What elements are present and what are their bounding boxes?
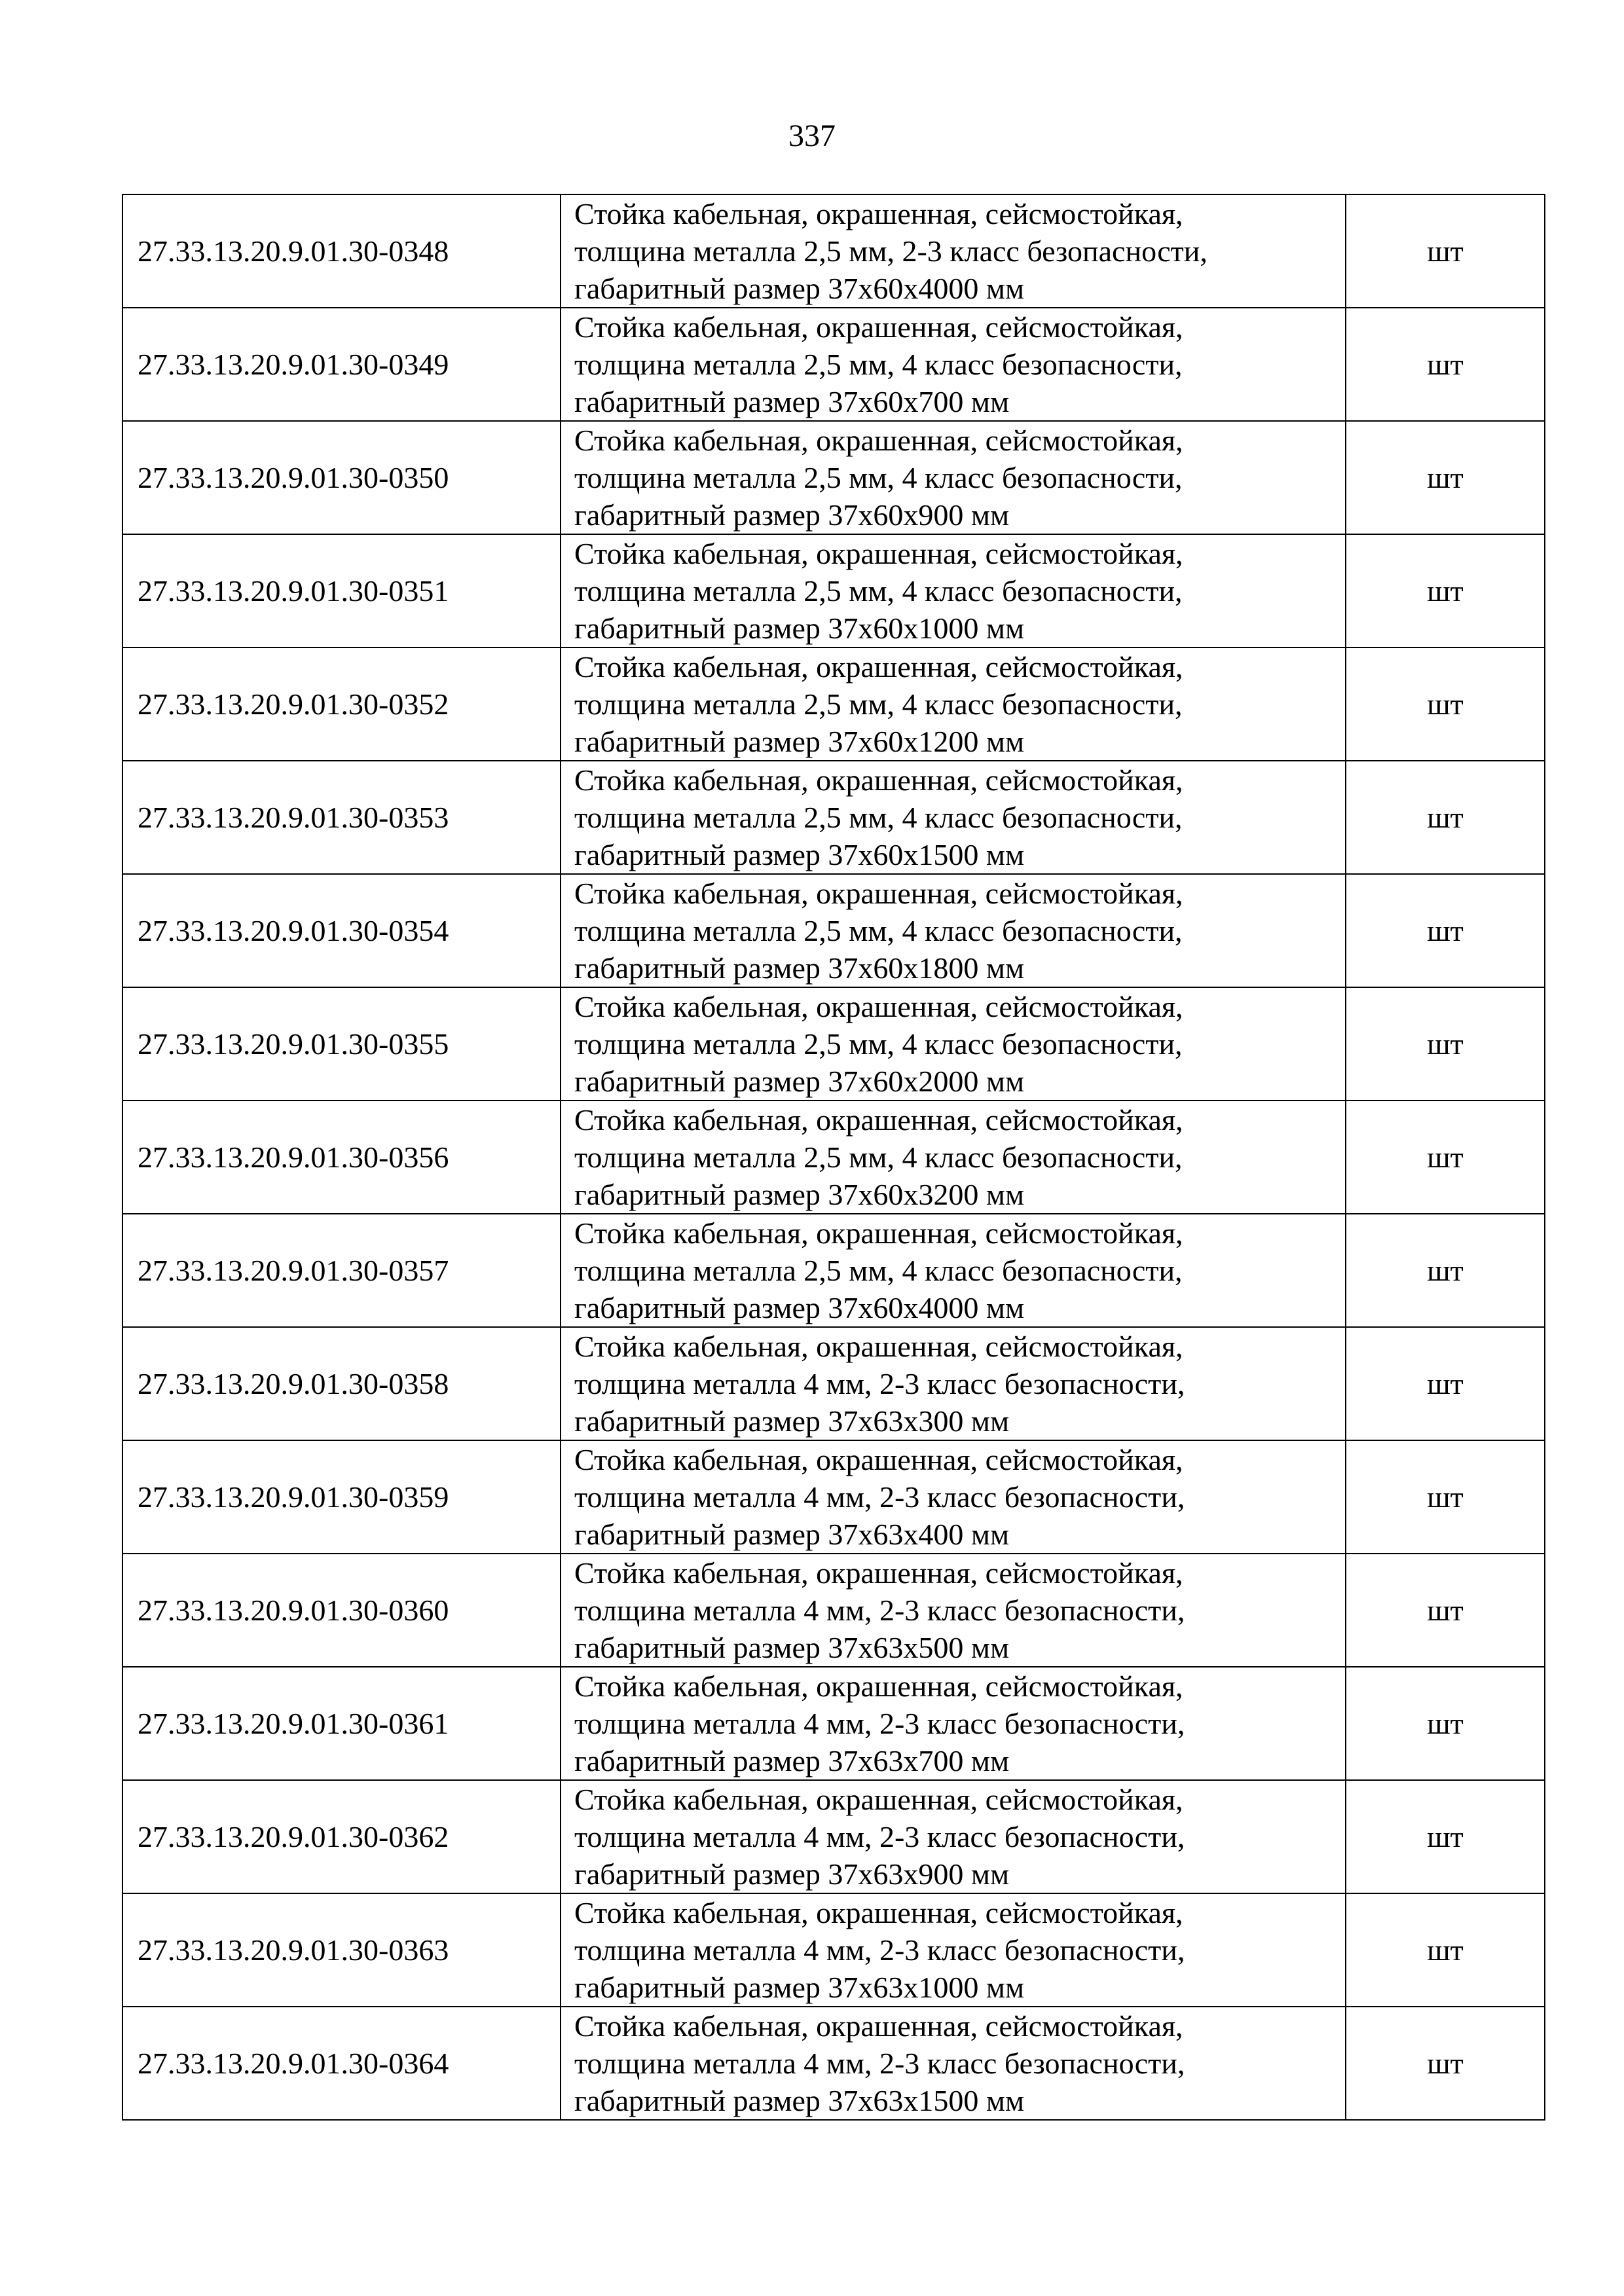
description-line: габаритный размер 37х60х1500 мм (574, 838, 1025, 871)
item-unit: шт (1346, 1780, 1545, 1893)
description-line: толщина металла 4 мм, 2-3 класс безопасности, (574, 1480, 1185, 1514)
item-description (561, 1780, 1346, 1893)
description-line: Стойка кабельная, окрашенная, сейсмостойкая, (574, 877, 1183, 910)
description-line: Стойка кабельная, окрашенная, сейсмостойкая, (574, 990, 1183, 1023)
description-line: габаритный размер 37х60х2000 мм (574, 1065, 1025, 1098)
item-code: 27.33.13.20.9.01.30-0352 (122, 647, 561, 761)
description-line: толщина металла 2,5 мм, 4 класс безопасности, (574, 574, 1183, 608)
item-description (561, 647, 1346, 761)
description-line: толщина металла 2,5 мм, 4 класс безопасности, (574, 1254, 1183, 1287)
item-description (561, 1214, 1346, 1327)
item-code: 27.33.13.20.9.01.30-0353 (122, 761, 561, 874)
item-unit: шт (1346, 987, 1545, 1101)
item-unit: шт (1346, 761, 1545, 874)
item-description (561, 1893, 1346, 2007)
description-line: толщина металла 2,5 мм, 4 класс безопасности, (574, 801, 1183, 834)
description-line: Стойка кабельная, окрашенная, сейсмостойкая, (574, 424, 1183, 457)
item-description (561, 987, 1346, 1101)
item-unit: шт (1346, 1214, 1545, 1327)
item-description (561, 1327, 1346, 1440)
item-code: 27.33.13.20.9.01.30-0354 (122, 874, 561, 987)
item-unit: шт (1346, 1667, 1545, 1780)
description-line: габаритный размер 37х60х1000 мм (574, 611, 1025, 645)
table-row (122, 1780, 1545, 1893)
item-unit: шт (1346, 1440, 1545, 1554)
item-unit: шт (1346, 1327, 1545, 1440)
table-row (122, 1327, 1545, 1440)
item-code: 27.33.13.20.9.01.30-0351 (122, 534, 561, 647)
description-line: Стойка кабельная, окрашенная, сейсмостойкая, (574, 197, 1183, 230)
table-row (122, 874, 1545, 987)
description-line: толщина металла 2,5 мм, 4 класс безопасности, (574, 687, 1183, 721)
table-row (122, 1667, 1545, 1780)
description-line: габаритный размер 37х60х1800 мм (574, 951, 1025, 985)
description-line: габаритный размер 37х60х4000 мм (574, 1291, 1025, 1324)
description-line: габаритный размер 37х60х1200 мм (574, 725, 1025, 758)
table-row (122, 1893, 1545, 2007)
page-number: 337 (788, 118, 836, 153)
item-description (561, 1101, 1346, 1214)
item-description (561, 1440, 1346, 1554)
item-unit: шт (1346, 1893, 1545, 2007)
table-row (122, 308, 1545, 421)
item-description (561, 761, 1346, 874)
description-line: Стойка кабельная, окрашенная, сейсмостойкая, (574, 1556, 1183, 1590)
description-line: толщина металла 4 мм, 2-3 класс безопасности, (574, 1820, 1185, 1853)
description-line: габаритный размер 37х63х300 мм (574, 1404, 1010, 1438)
description-line: габаритный размер 37х63х900 мм (574, 1857, 1010, 1891)
description-line: Стойка кабельная, окрашенная, сейсмостойкая, (574, 1669, 1183, 1703)
description-line: Стойка кабельная, окрашенная, сейсмостойкая, (574, 1443, 1183, 1476)
table-row (122, 987, 1545, 1101)
table-row (122, 421, 1545, 534)
description-line: габаритный размер 37х60х3200 мм (574, 1178, 1025, 1211)
item-code: 27.33.13.20.9.01.30-0355 (122, 987, 561, 1101)
description-line: толщина металла 2,5 мм, 4 класс безопасности, (574, 1027, 1183, 1061)
item-unit: шт (1346, 2007, 1545, 2120)
description-line: Стойка кабельная, окрашенная, сейсмостойкая, (574, 310, 1183, 344)
item-unit: шт (1346, 1101, 1545, 1214)
item-code: 27.33.13.20.9.01.30-0362 (122, 1780, 561, 1893)
item-code: 27.33.13.20.9.01.30-0350 (122, 421, 561, 534)
description-line: габаритный размер 37х60х4000 мм (574, 272, 1025, 305)
description-line: толщина металла 2,5 мм, 4 класс безопасности, (574, 348, 1183, 381)
catalog-table-body (122, 194, 1545, 2120)
description-line: Стойка кабельная, окрашенная, сейсмостойкая, (574, 1216, 1183, 1250)
description-line: толщина металла 4 мм, 2-3 класс безопасности, (574, 1594, 1185, 1627)
item-description (561, 874, 1346, 987)
description-line: габаритный размер 37х63х700 мм (574, 1744, 1010, 1777)
item-code: 27.33.13.20.9.01.30-0361 (122, 1667, 561, 1780)
table-row (122, 1214, 1545, 1327)
description-line: Стойка кабельная, окрашенная, сейсмостойкая, (574, 763, 1183, 797)
description-line: толщина металла 4 мм, 2-3 класс безопасности, (574, 1933, 1185, 1967)
item-code: 27.33.13.20.9.01.30-0357 (122, 1214, 561, 1327)
item-code: 27.33.13.20.9.01.30-0364 (122, 2007, 561, 2120)
description-line: габаритный размер 37х60х700 мм (574, 385, 1010, 418)
description-line: Стойка кабельная, окрашенная, сейсмостойкая, (574, 650, 1183, 683)
item-description (561, 2007, 1346, 2120)
description-line: габаритный размер 37х63х400 мм (574, 1518, 1010, 1551)
description-line: толщина металла 4 мм, 2-3 класс безопасности, (574, 1707, 1185, 1740)
description-line: толщина металла 2,5 мм, 4 класс безопасности, (574, 461, 1183, 494)
description-line: габаритный размер 37х63х1500 мм (574, 2084, 1025, 2117)
table-row (122, 2007, 1545, 2120)
item-unit: шт (1346, 534, 1545, 647)
item-code: 27.33.13.20.9.01.30-0358 (122, 1327, 561, 1440)
description-line: габаритный размер 37х60х900 мм (574, 498, 1010, 532)
description-line: Стойка кабельная, окрашенная, сейсмостойкая, (574, 1103, 1183, 1137)
table-row (122, 761, 1545, 874)
item-description (561, 534, 1346, 647)
description-line: Стойка кабельная, окрашенная, сейсмостойкая, (574, 1896, 1183, 1929)
item-code: 27.33.13.20.9.01.30-0349 (122, 308, 561, 421)
description-line: толщина металла 2,5 мм, 2-3 класс безопасности, (574, 234, 1208, 268)
item-unit: шт (1346, 421, 1545, 534)
item-description (561, 194, 1346, 308)
description-line: Стойка кабельная, окрашенная, сейсмостойкая, (574, 2009, 1183, 2043)
item-description (561, 421, 1346, 534)
item-code: 27.33.13.20.9.01.30-0359 (122, 1440, 561, 1554)
description-line: габаритный размер 37х63х500 мм (574, 1631, 1010, 1664)
description-line: Стойка кабельная, окрашенная, сейсмостойкая, (574, 1783, 1183, 1816)
description-line: толщина металла 4 мм, 2-3 класс безопасности, (574, 1367, 1185, 1400)
table-row (122, 647, 1545, 761)
table-row (122, 194, 1545, 308)
item-unit: шт (1346, 194, 1545, 308)
table-row (122, 534, 1545, 647)
item-unit: шт (1346, 1554, 1545, 1667)
table-row (122, 1554, 1545, 1667)
description-line: Стойка кабельная, окрашенная, сейсмостойкая, (574, 537, 1183, 570)
description-line: толщина металла 4 мм, 2-3 класс безопасности, (574, 2047, 1185, 2080)
description-line: толщина металла 2,5 мм, 4 класс безопасности, (574, 1140, 1183, 1174)
item-code: 27.33.13.20.9.01.30-0360 (122, 1554, 561, 1667)
description-line: габаритный размер 37х63х1000 мм (574, 1971, 1025, 2004)
catalog-table (122, 194, 1545, 2121)
item-code: 27.33.13.20.9.01.30-0348 (122, 194, 561, 308)
item-unit: шт (1346, 874, 1545, 987)
item-code: 27.33.13.20.9.01.30-0356 (122, 1101, 561, 1214)
item-unit: шт (1346, 308, 1545, 421)
item-description (561, 308, 1346, 421)
item-unit: шт (1346, 647, 1545, 761)
description-line: толщина металла 2,5 мм, 4 класс безопасности, (574, 914, 1183, 947)
item-code: 27.33.13.20.9.01.30-0363 (122, 1893, 561, 2007)
item-description (561, 1667, 1346, 1780)
description-line: Стойка кабельная, окрашенная, сейсмостойкая, (574, 1330, 1183, 1363)
item-description (561, 1554, 1346, 1667)
table-row (122, 1101, 1545, 1214)
table-row (122, 1440, 1545, 1554)
